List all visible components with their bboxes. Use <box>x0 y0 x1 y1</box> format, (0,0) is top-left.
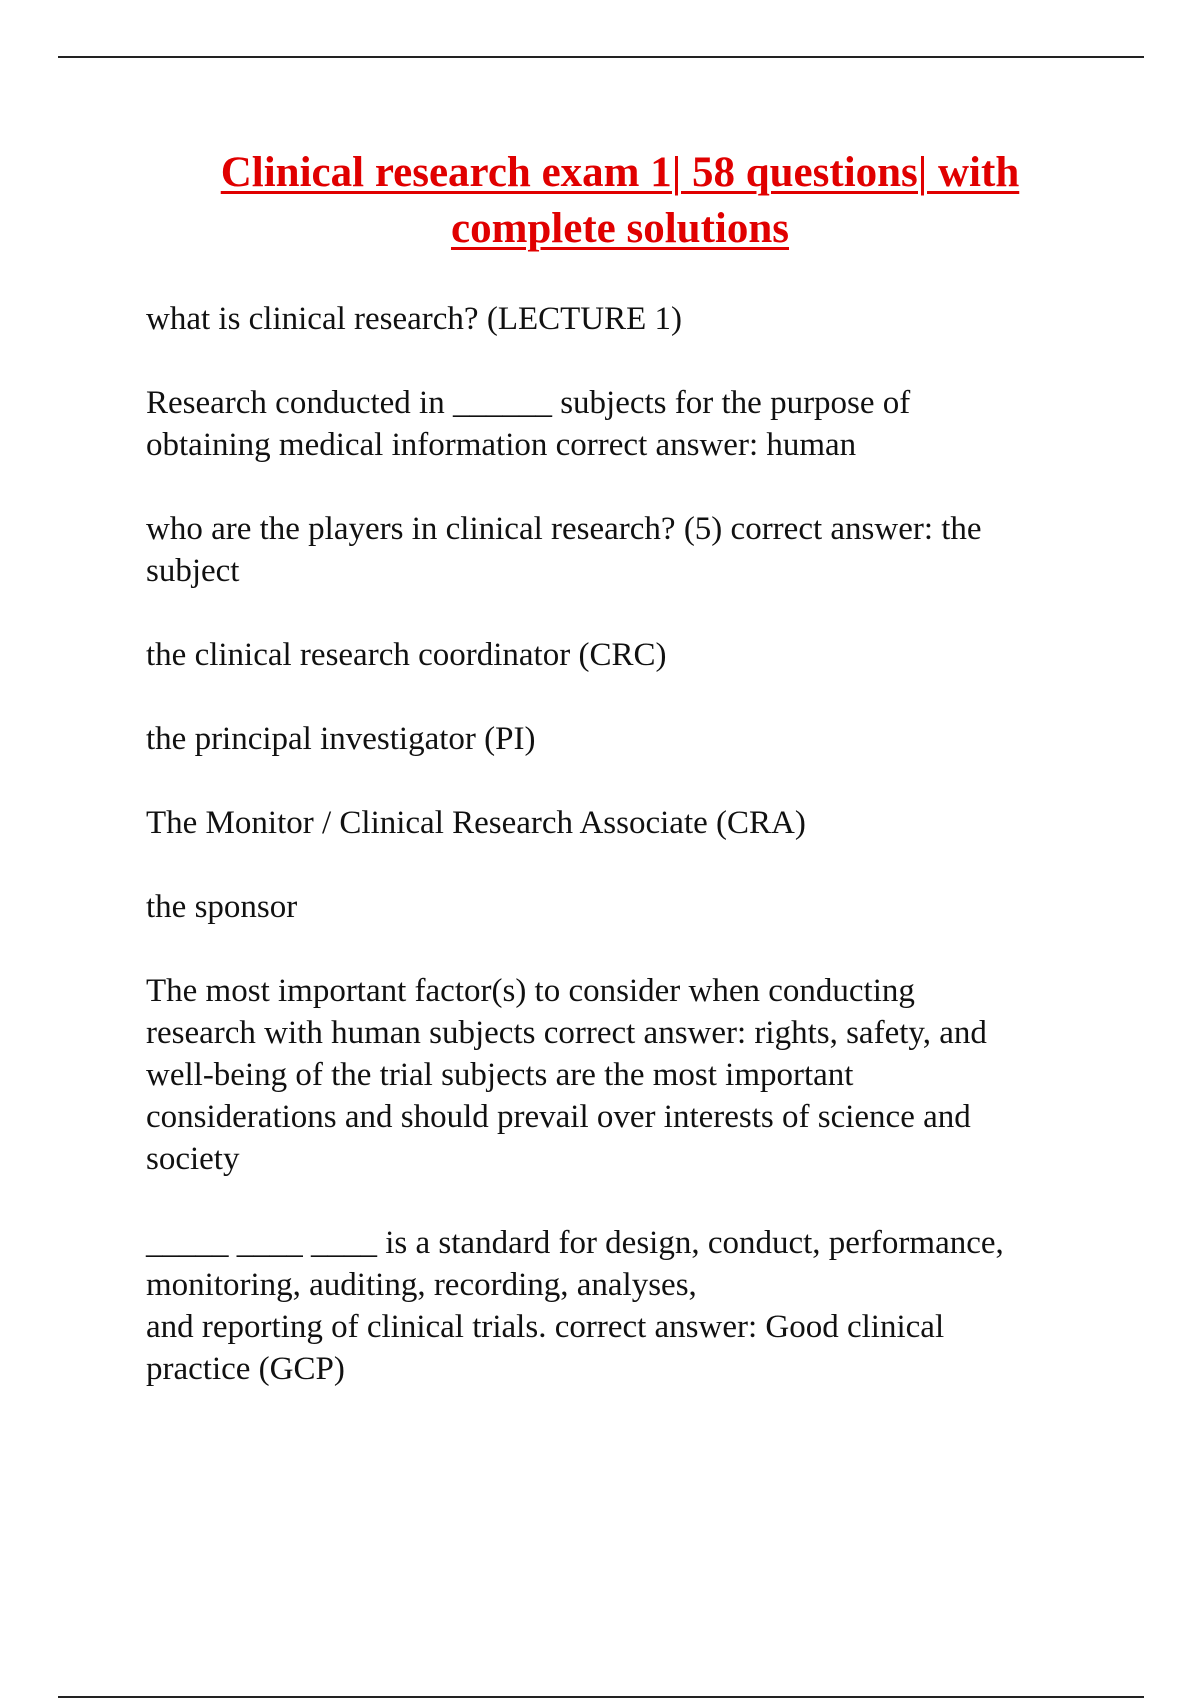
text-line: society <box>146 1141 240 1177</box>
paragraph-sponsor <box>146 886 1106 928</box>
paragraph-question-gcp <box>146 1222 1106 1390</box>
paragraph-question-important-factors <box>146 970 1106 1180</box>
document-title <box>100 145 1140 257</box>
text-line: the sponsor <box>146 889 298 925</box>
document-body <box>146 298 1106 1432</box>
text-line: what is clinical research? (LECTURE 1) <box>146 301 683 337</box>
text-line: and reporting of clinical trials. correct answer: Good clinical <box>146 1309 945 1345</box>
text-line: The Monitor / Clinical Research Associate (CRA) <box>146 805 806 841</box>
paragraph-question-players <box>146 508 1106 592</box>
text-line: practice (GCP) <box>146 1351 345 1387</box>
paragraph-question-definition <box>146 298 1106 340</box>
text-line: research with human subjects correct answer: rights, safety, and <box>146 1015 987 1051</box>
paragraph-question-human <box>146 382 1106 466</box>
paragraph-crc <box>146 634 1106 676</box>
text-line: _____ ____ ____ is a standard for design, conduct, performance, <box>146 1225 1004 1261</box>
bottom-rule <box>58 1696 1144 1698</box>
paragraph-pi <box>146 718 1106 760</box>
text-line: The most important factor(s) to consider when conducting <box>146 973 915 1009</box>
text-line: obtaining medical information correct answer: human <box>146 427 857 463</box>
text-line: Research conducted in ______ subjects for the purpose of <box>146 385 911 421</box>
text-line: well-being of the trial subjects are the most important <box>146 1057 854 1093</box>
text-line: subject <box>146 553 240 589</box>
paragraph-cra <box>146 802 1106 844</box>
title-line-2: complete solutions <box>450 205 790 252</box>
top-rule <box>58 56 1144 58</box>
title-line-1: Clinical research exam 1| 58 questions| with <box>220 149 1020 196</box>
text-line: the principal investigator (PI) <box>146 721 536 757</box>
text-line: who are the players in clinical research? (5) correct answer: the <box>146 511 982 547</box>
text-line: monitoring, auditing, recording, analyses, <box>146 1267 697 1303</box>
text-line: considerations and should prevail over interests of science and <box>146 1099 971 1135</box>
text-line: the clinical research coordinator (CRC) <box>146 637 667 673</box>
